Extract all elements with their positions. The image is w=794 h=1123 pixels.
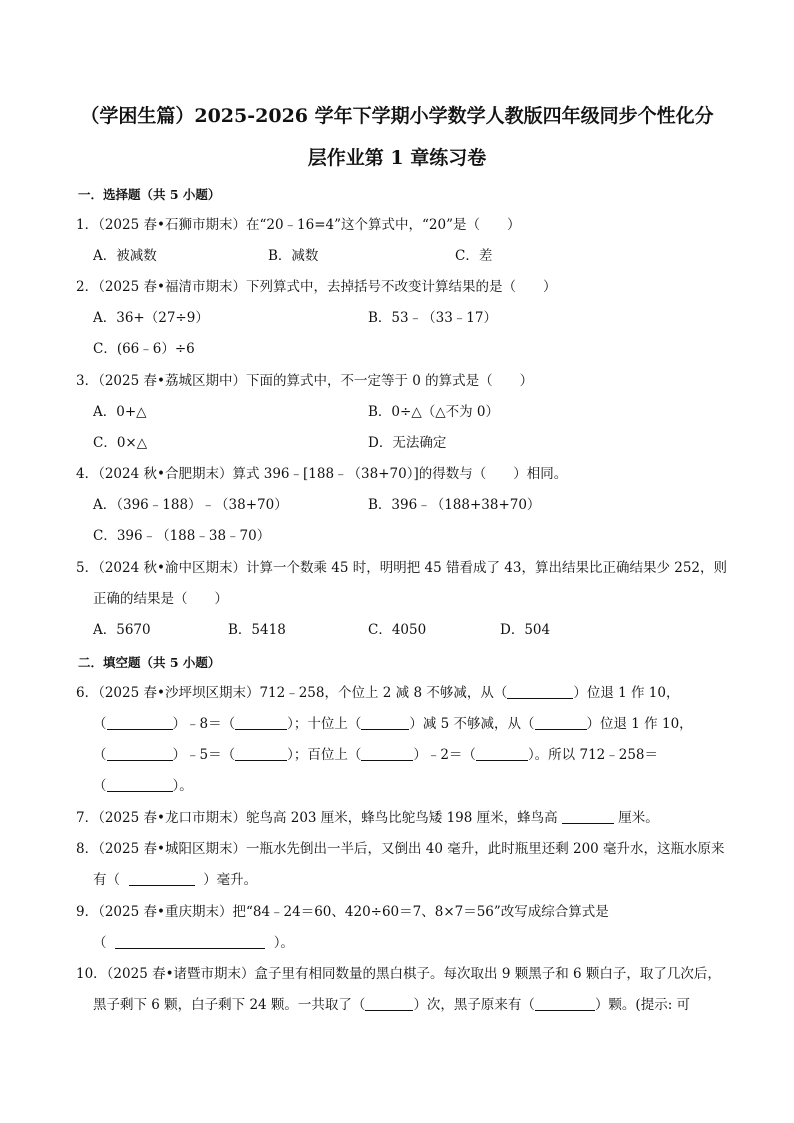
question-1-option-c: C．差	[455, 248, 493, 264]
question-1-option-b: B．减数	[268, 248, 319, 264]
section-heading-fill: 二．填空题（共 5 小题）	[78, 655, 221, 670]
question-3-option-b: B．0÷△（△不为 0）	[368, 404, 499, 420]
question-10-line1: 10．（2025 春•诸暨市期末）盒子里有相同数量的黑白棋子。每次取出 9 颗黑子和 6 颗白子，取了几次后，	[76, 966, 721, 982]
question-2-option-b: B．53﹣（33﹣17）	[368, 310, 497, 326]
answer-blank[interactable]	[361, 715, 409, 730]
question-1-stem: 1．（2025 春•石狮市期末）在“20﹣16=4”这个算式中，“20”是（ ）	[76, 217, 521, 233]
answer-blank[interactable]	[235, 746, 287, 761]
answer-blank[interactable]	[129, 871, 195, 886]
question-9-line1: 9．（2025 春•重庆期末）把“84﹣24＝60、420÷60＝7、8×7＝56”改写成综合算式是	[76, 904, 609, 920]
question-2-stem: 2．（2025 春•福清市期末）下列算式中，去掉括号不改变计算结果的是（ ）	[76, 279, 557, 295]
answer-blank[interactable]	[476, 746, 528, 761]
question-4-option-a: A．（396﹣188）﹣（38+70）	[93, 497, 288, 513]
page-title-line2: 层作业第 1 章练习卷	[307, 147, 487, 169]
question-4-option-b: B．396﹣（188+38+70）	[368, 497, 541, 513]
question-4-stem: 4．（2024 秋•合肥期末）算式 396﹣[188﹣（38+70）]的得数与（ ）相同。	[76, 466, 568, 482]
question-3-option-a: A．0+△	[93, 404, 147, 420]
page-title-line1: （学困生篇）2025-2026 学年下学期小学数学人教版四年级同步个性化分	[80, 105, 714, 127]
question-5-option-b: B．5418	[228, 622, 286, 638]
answer-blank[interactable]	[107, 715, 173, 730]
question-7: 7．（2025 春•龙口市期末）鸵鸟高 203 厘米，蜂鸟比鸵鸟矮 198 厘米，蜂鸟高 厘米。	[76, 810, 659, 826]
question-8-line2: 有（ ）毫升。	[93, 872, 258, 888]
question-4-option-c: C．396﹣（188﹣38﹣70）	[93, 528, 271, 544]
question-5-option-c: C．4050	[368, 622, 427, 638]
answer-blank[interactable]	[235, 715, 287, 730]
answer-blank[interactable]	[115, 934, 265, 949]
question-2-option-a: A．36+（27÷9）	[93, 310, 209, 326]
answer-blank[interactable]	[107, 777, 173, 792]
question-3-stem: 3．（2025 春•荔城区期中）下面的算式中，不一定等于 0 的算式是（ ）	[76, 373, 534, 389]
question-6-line1: 6．（2025 春•沙坪坝区期末）712﹣258，个位上 2 减 8 不够减，从（ ）位退 1 作 10，	[76, 685, 680, 701]
question-6-line3: （ ）﹣5＝（ ）；百位上（ ）﹣2＝（ ）。所以 712﹣258＝	[93, 747, 659, 763]
question-2-option-c: C．(66﹣6）÷6	[93, 341, 195, 357]
answer-blank[interactable]	[562, 809, 614, 824]
section-heading-choice: 一．选择题（共 5 小题）	[78, 187, 221, 202]
question-6-line4: （ ）。	[93, 778, 193, 794]
question-5-option-a: A．5670	[93, 622, 151, 638]
answer-blank[interactable]	[535, 715, 587, 730]
answer-blank[interactable]	[107, 746, 173, 761]
answer-blank[interactable]	[535, 996, 595, 1011]
question-5-option-d: D．504	[500, 622, 551, 638]
question-3-option-d: D．无法确定	[368, 435, 447, 451]
answer-blank[interactable]	[507, 684, 573, 699]
question-5-stem-line2: 正确的结果是（ ）	[93, 591, 228, 607]
question-9-line2: （ ）。	[93, 935, 294, 951]
question-8-line1: 8．（2025 春•城阳区期末）一瓶水先倒出一半后，又倒出 40 毫升，此时瓶里还剩 200 毫升水，这瓶水原来	[76, 841, 725, 857]
answer-blank[interactable]	[365, 996, 413, 1011]
question-6-line2: （ ）﹣8＝（ ）；十位上（ ）减 5 不够减，从（ ）位退 1 作 10，	[93, 716, 693, 732]
question-3-option-c: C．0×△	[93, 435, 148, 451]
question-5-stem-line1: 5．（2024 秋•渝中区期末）计算一个数乘 45 时，明明把 45 错看成了 43，算出结果比正确结果少 252，则	[76, 560, 727, 576]
answer-blank[interactable]	[361, 746, 413, 761]
question-1-option-a: A．被减数	[93, 248, 157, 264]
question-10-line2: 黑子剩下 6 颗，白子剩下 24 颗。一共取了（ ）次，黑子原来有（ ）颗。(提示: 可	[93, 997, 691, 1013]
